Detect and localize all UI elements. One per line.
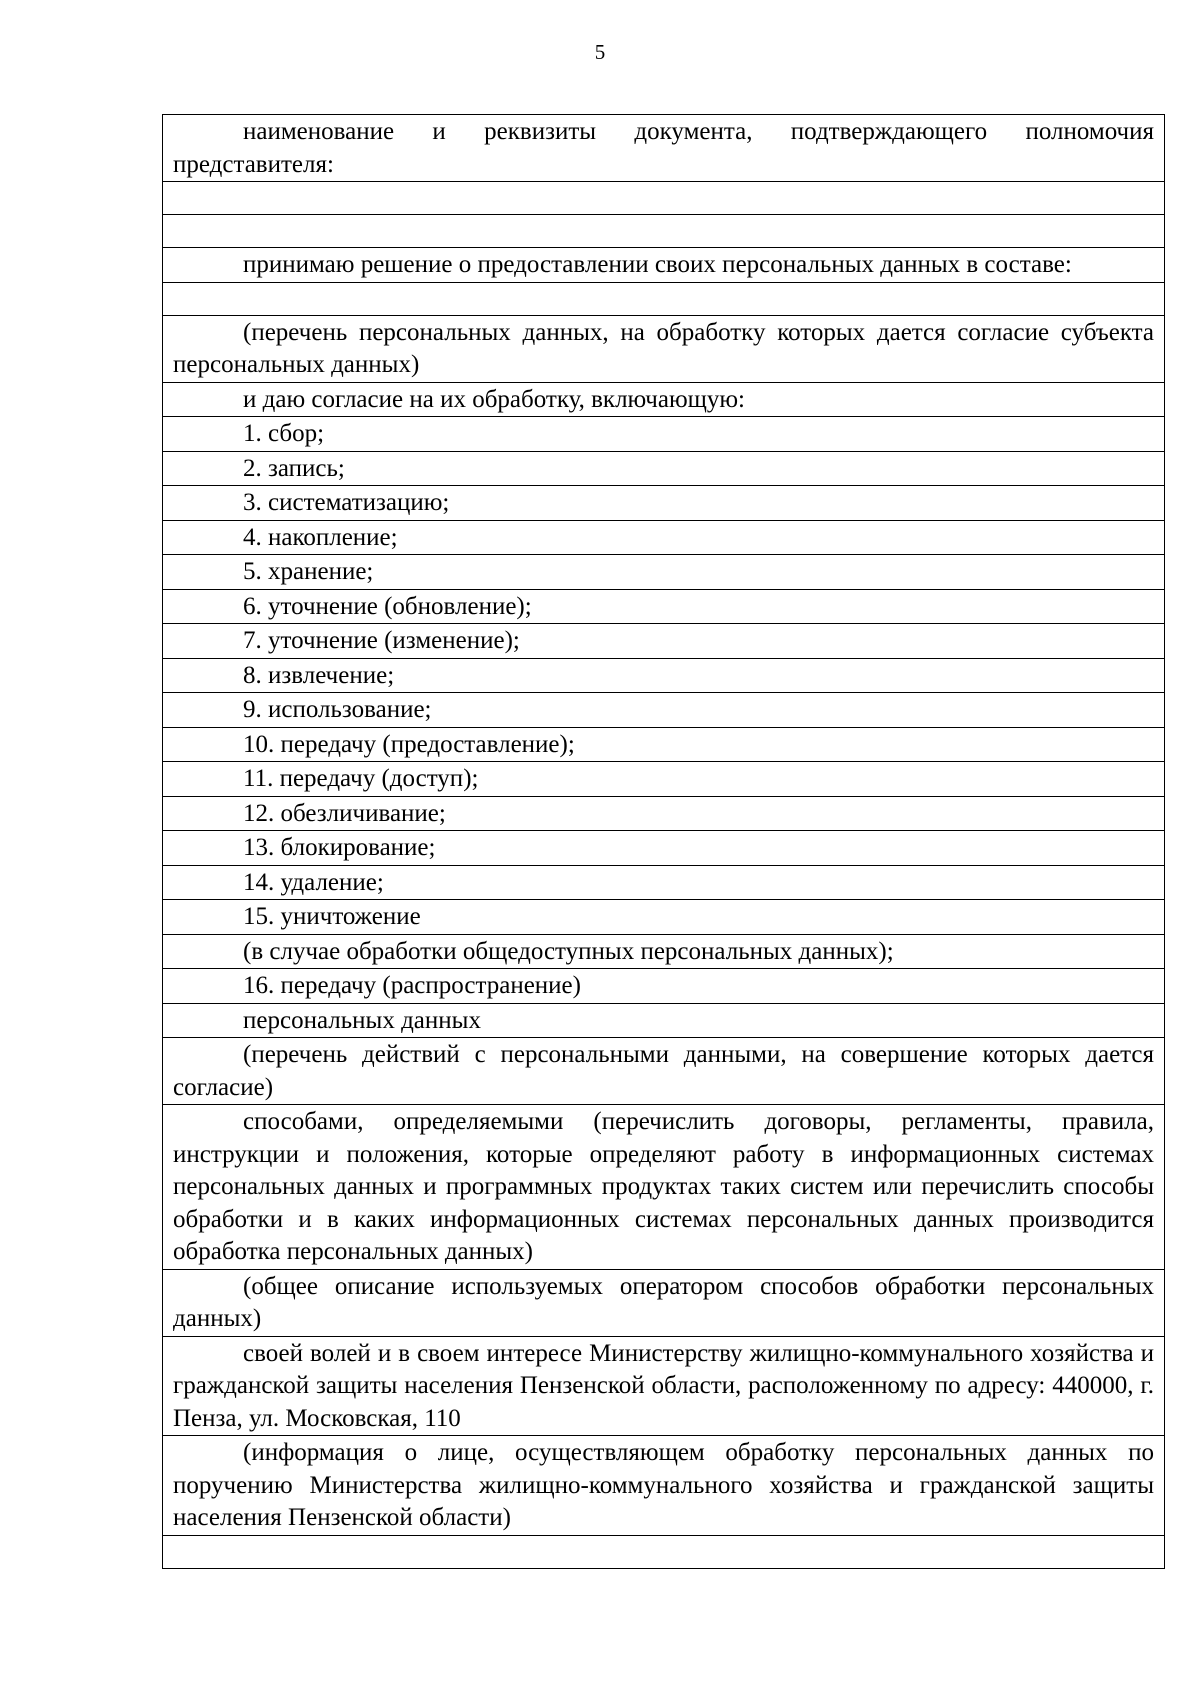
action-item: 9. использование; bbox=[163, 693, 1165, 728]
action-item-note: (в случае обработки общедоступных персональных данных); bbox=[163, 934, 1165, 969]
table-row bbox=[163, 1038, 1165, 1105]
table-row bbox=[163, 969, 1165, 1004]
action-item: 16. передачу (распространение) bbox=[163, 969, 1165, 1004]
page-number: 5 bbox=[594, 40, 606, 64]
table-row bbox=[163, 451, 1165, 486]
table-row bbox=[163, 624, 1165, 659]
processor-info-caption: (информация о лице, осуществляющем обработку персональных данных по поручению Министерства жилищно-коммунального хозяйства и гражданской защиты населения Пензенской области) bbox=[163, 1436, 1165, 1536]
action-item: 3. систематизацию; bbox=[163, 486, 1165, 521]
table-row bbox=[163, 248, 1165, 283]
table-row bbox=[163, 382, 1165, 417]
action-item: 2. запись; bbox=[163, 451, 1165, 486]
processing-methods-caption: (общее описание используемых оператором способов обработки персональных данных) bbox=[163, 1269, 1165, 1336]
table-row bbox=[163, 182, 1165, 215]
table-row bbox=[163, 693, 1165, 728]
action-item: 1. сбор; bbox=[163, 417, 1165, 452]
table-row bbox=[163, 727, 1165, 762]
consent-decision-text: принимаю решение о предоставлении своих персональных данных в составе: bbox=[163, 248, 1165, 283]
blank-field bbox=[163, 282, 1165, 315]
table-row bbox=[163, 282, 1165, 315]
table-row bbox=[163, 115, 1165, 182]
table-row bbox=[163, 762, 1165, 797]
action-item: 13. блокирование; bbox=[163, 831, 1165, 866]
action-item: 6. уточнение (обновление); bbox=[163, 589, 1165, 624]
table-row bbox=[163, 1003, 1165, 1038]
table-row bbox=[163, 865, 1165, 900]
action-item: 8. извлечение; bbox=[163, 658, 1165, 693]
blank-field bbox=[163, 1535, 1165, 1568]
processing-consent-intro: и даю согласие на их обработку, включающую: bbox=[163, 382, 1165, 417]
table-row bbox=[163, 315, 1165, 382]
consent-form-table bbox=[162, 114, 1165, 1569]
table-row bbox=[163, 1535, 1165, 1568]
table-row bbox=[163, 658, 1165, 693]
table-row bbox=[163, 215, 1165, 248]
action-item: 7. уточнение (изменение); bbox=[163, 624, 1165, 659]
table-row bbox=[163, 1269, 1165, 1336]
representative-document-label: наименование и реквизиты документа, подтверждающего полномочия представителя: bbox=[163, 115, 1165, 182]
action-item: 14. удаление; bbox=[163, 865, 1165, 900]
action-item: 4. накопление; bbox=[163, 520, 1165, 555]
table-row bbox=[163, 1105, 1165, 1270]
table-row bbox=[163, 486, 1165, 521]
table-row bbox=[163, 417, 1165, 452]
table-row bbox=[163, 555, 1165, 590]
table-row bbox=[163, 589, 1165, 624]
action-item: 5. хранение; bbox=[163, 555, 1165, 590]
operator-address-text: своей волей и в своем интересе Министерству жилищно-коммунального хозяйства и гражданской защиты населения Пензенской области, расположенному по адресу: 440000, г. Пенза, ул. Московская, 110 bbox=[163, 1336, 1165, 1436]
blank-field bbox=[163, 215, 1165, 248]
action-item: 11. передачу (доступ); bbox=[163, 762, 1165, 797]
blank-field bbox=[163, 182, 1165, 215]
action-item: 12. обезличивание; bbox=[163, 796, 1165, 831]
personal-data-list-caption: (перечень персональных данных, на обработку которых дается согласие субъекта персональных данных) bbox=[163, 315, 1165, 382]
table-row bbox=[163, 1436, 1165, 1536]
table-row bbox=[163, 900, 1165, 935]
table-row bbox=[163, 1336, 1165, 1436]
table-row bbox=[163, 934, 1165, 969]
action-item: 10. передачу (предоставление); bbox=[163, 727, 1165, 762]
action-item-note: персональных данных bbox=[163, 1003, 1165, 1038]
table-row bbox=[163, 520, 1165, 555]
table-row bbox=[163, 796, 1165, 831]
action-item: 15. уничтожение bbox=[163, 900, 1165, 935]
processing-methods-text: способами, определяемыми (перечислить договоры, регламенты, правила, инструкции и положения, которые определяют работу в информационных системах персональных данных и программных продуктах таких систем или перечислить способы обработки и в каких информационных системах персональных данных производится обработка персональных данных) bbox=[163, 1105, 1165, 1270]
table-row bbox=[163, 831, 1165, 866]
actions-list-caption: (перечень действий с персональными данными, на совершение которых дается согласие) bbox=[163, 1038, 1165, 1105]
